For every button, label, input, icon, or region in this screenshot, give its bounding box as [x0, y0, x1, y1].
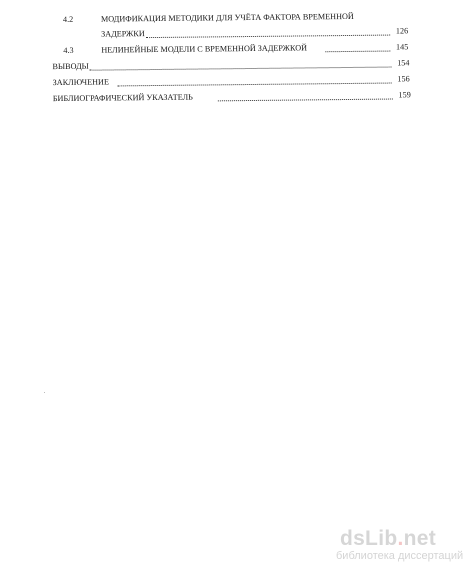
toc-entry-title: МОДИФИКАЦИЯ МЕТОДИКИ ДЛЯ УЧЁТА ФАКТОРА ВРЕМЕННОЙ	[100, 11, 354, 24]
watermark	[336, 527, 463, 568]
toc-entry-title: НЕЛИНЕЙНЫЕ МОДЕЛИ С ВРЕМЕННОЙ ЗАДЕРЖКОЙ	[101, 43, 308, 55]
scan-speck	[44, 392, 45, 393]
toc-entry-title: ЗАКЛЮЧЕНИЕ	[52, 77, 109, 88]
toc-leader-dots	[218, 98, 393, 102]
toc-leader-dots	[325, 50, 390, 53]
toc-entry-number: 4.3	[63, 45, 74, 55]
toc-entry-title: БИБЛИОГРАФИЧЕСКИЙ УКАЗАТЕЛЬ	[52, 92, 193, 104]
toc-entry-title: ВЫВОДЫ	[52, 61, 89, 72]
watermark-caption: библиотека диссертаций	[336, 550, 463, 562]
toc-page-number: 156	[397, 74, 410, 84]
toc-page-number: 145	[395, 42, 409, 52]
watermark-logo: dsLib.net	[339, 527, 436, 550]
table-of-contents	[0, 0, 451, 141]
toc-page-number: 126	[395, 26, 409, 36]
toc-page-number: 154	[397, 58, 410, 68]
toc-page-number: 159	[398, 90, 411, 100]
toc-entry-number: 4.2	[62, 14, 74, 24]
toc-entry-title-continued: ЗАДЕРЖКИ	[101, 29, 145, 39]
toc-leader-dots	[118, 82, 392, 87]
toc-leader-dots	[90, 66, 392, 71]
toc-leader-dots	[146, 34, 390, 39]
